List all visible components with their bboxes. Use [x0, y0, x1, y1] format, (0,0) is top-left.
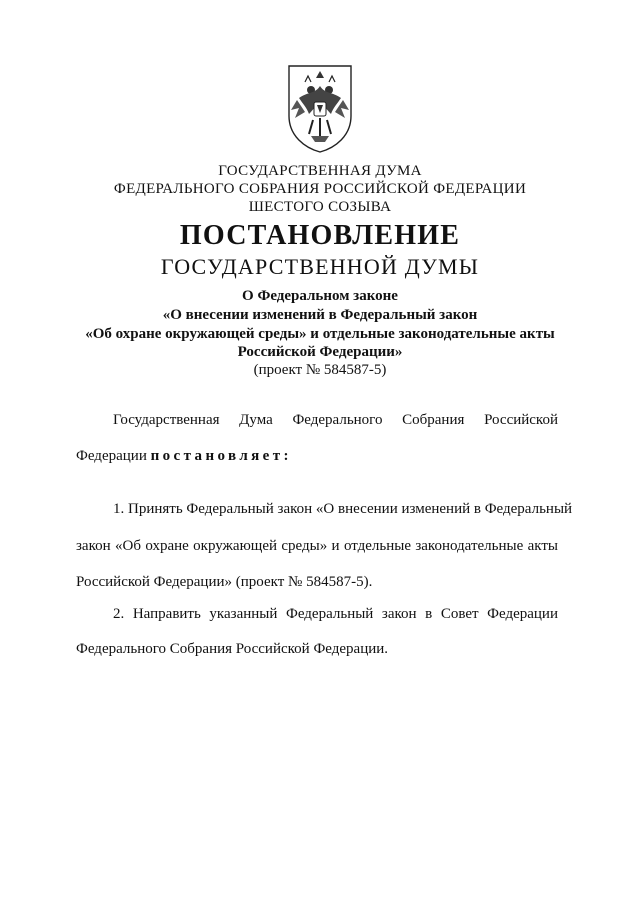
item-1-line-1: 1. Принять Федеральный закон «О внесении изменений в Федеральный	[113, 501, 573, 517]
intro-line-1: Государственная Дума Федерального Собрания Российской	[113, 412, 558, 428]
item-2-line-1: 2. Направить указанный Федеральный закон в Совет Федерации	[113, 606, 558, 622]
subject-line-4: Российской Федерации»	[237, 344, 403, 360]
document-type-title: ПОСТАНОВЛЕНИЕ	[179, 220, 461, 251]
coat-of-arms-icon	[287, 64, 353, 154]
org-line-1: ГОСУДАРСТВЕННАЯ ДУМА	[218, 163, 422, 179]
subject-line-2: «О внесении изменений в Федеральный закон	[162, 307, 478, 323]
org-line-3: ШЕСТОГО СОЗЫВА	[248, 199, 392, 215]
intro-line-2	[76, 448, 558, 465]
subject-line-3: «Об охране окружающей среды» и отдельные законодательные акты	[85, 326, 555, 342]
decides-word: постановляет	[150, 448, 284, 464]
item-2-line-2: Федерального Собрания Российской Федерации.	[76, 641, 389, 657]
subject-line-1: О Федеральном законе	[242, 288, 398, 304]
item-1-line-3: Российской Федерации» (проект № 584587-5).	[76, 574, 373, 590]
intro-line-2-start: Федерации	[76, 448, 151, 464]
org-line-2: ФЕДЕРАЛЬНОГО СОБРАНИЯ РОССИЙСКОЙ ФЕДЕРАЦИИ	[113, 181, 527, 197]
intro-colon: :	[283, 448, 292, 464]
document-issuer-title: ГОСУДАРСТВЕННОЙ ДУМЫ	[160, 254, 480, 279]
item-1-line-2: закон «Об охране окружающей среды» и отдельные законодательные акты	[76, 538, 558, 554]
project-number: (проект № 584587-5)	[253, 362, 387, 378]
